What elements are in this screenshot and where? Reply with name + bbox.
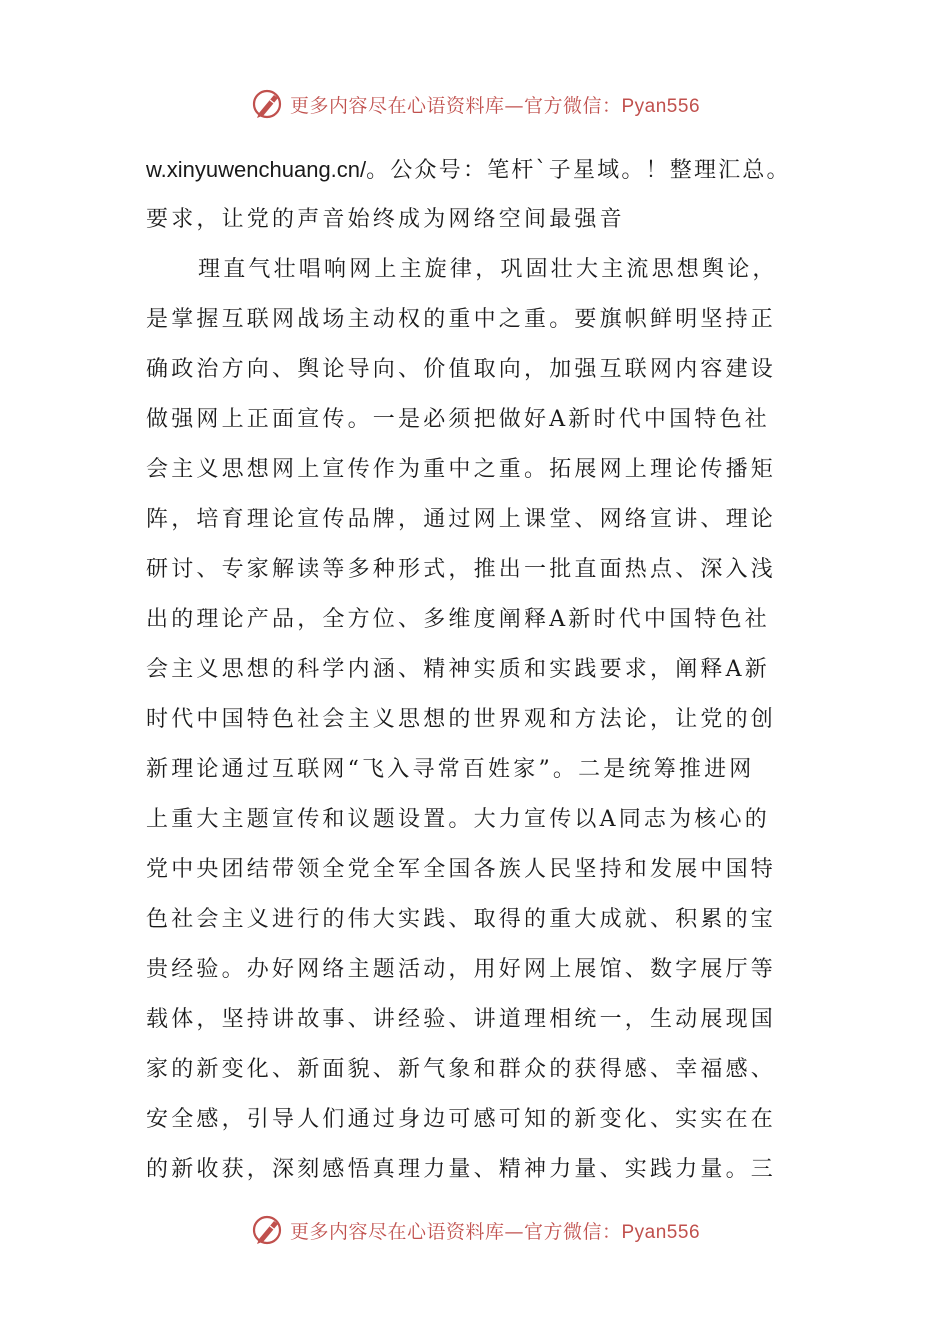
text-line: 是掌握互联网战场主动权的重中之重。要旗帜鲜明坚持正 [146, 307, 777, 332]
wechat-id: Pyan556 [621, 1221, 701, 1243]
watermark-text: 更多内容尽在心语资料库—官方微信：Pyan556 [289, 94, 701, 117]
text-line: 会主义思想网上宣传作为重中之重。拓展网上理论传播矩 [146, 457, 777, 482]
text-line: 载体，坚持讲故事、讲经验、讲道理相统一，生动展现国 [146, 1007, 777, 1032]
document-body [146, 145, 826, 1195]
header-watermark-banner [0, 82, 950, 126]
text-line: 阵，培育理论宣传品牌，通过网上课堂、网络宣讲、理论 [146, 507, 777, 532]
text-line: 做强网上正面宣传。一是必须把做好A新时代中国特色社 [146, 407, 770, 432]
text-line: 新理论通过互联网“飞入寻常百姓家”。二是统筹推进网 [146, 757, 755, 782]
pen-logo-icon [250, 86, 286, 122]
text-line: 上重大主题宣传和议题设置。大力宣传以A同志为核心的 [146, 807, 770, 832]
text-line: 会主义思想的科学内涵、精神实质和实践要求，阐释A新 [146, 657, 770, 682]
pen-logo-icon [250, 1212, 286, 1248]
watermark-text: 更多内容尽在心语资料库—官方微信：Pyan556 [289, 1220, 701, 1243]
text-line: 色社会主义进行的伟大实践、取得的重大成就、积累的宝 [146, 907, 777, 932]
section-heading-line: 要求，让党的声音始终成为网络空间最强音 [146, 207, 625, 232]
text-line: 确政治方向、舆论导向、价值取向，加强互联网内容建设 [146, 357, 777, 382]
paragraph-first-line: 理直气壮唱响网上主旋律，巩固壮大主流思想舆论， [198, 257, 778, 282]
text-line: 党中央团结带领全党全军全国各族人民坚持和发展中国特 [146, 857, 777, 882]
footer-watermark-banner [0, 1208, 950, 1252]
text-line: 研讨、专家解读等多种形式，推出一批直面热点、深入浅 [146, 557, 777, 582]
text-line: 家的新变化、新面貌、新气象和群众的获得感、幸福感、 [146, 1057, 777, 1082]
wechat-id: Pyan556 [621, 95, 701, 117]
url-fragment: w.xinyuwenchuang.cn/ [146, 157, 367, 182]
text-line: 安全感，引导人们通过身边可感可知的新变化、实实在在 [146, 1107, 777, 1132]
text-line: 出的理论产品，全方位、多维度阐释A新时代中国特色社 [146, 607, 770, 632]
text-line: w.xinyuwenchuang.cn/。公众号：笔杆`子星域。！整理汇总。 [146, 157, 791, 183]
text-line: 的新收获，深刻感悟真理力量、精神力量、实践力量。三 [146, 1157, 777, 1182]
text-line: 贵经验。办好网络主题活动，用好网上展馆、数字展厅等 [146, 957, 777, 982]
text-line: 时代中国特色社会主义思想的世界观和方法论，让党的创 [146, 707, 777, 732]
